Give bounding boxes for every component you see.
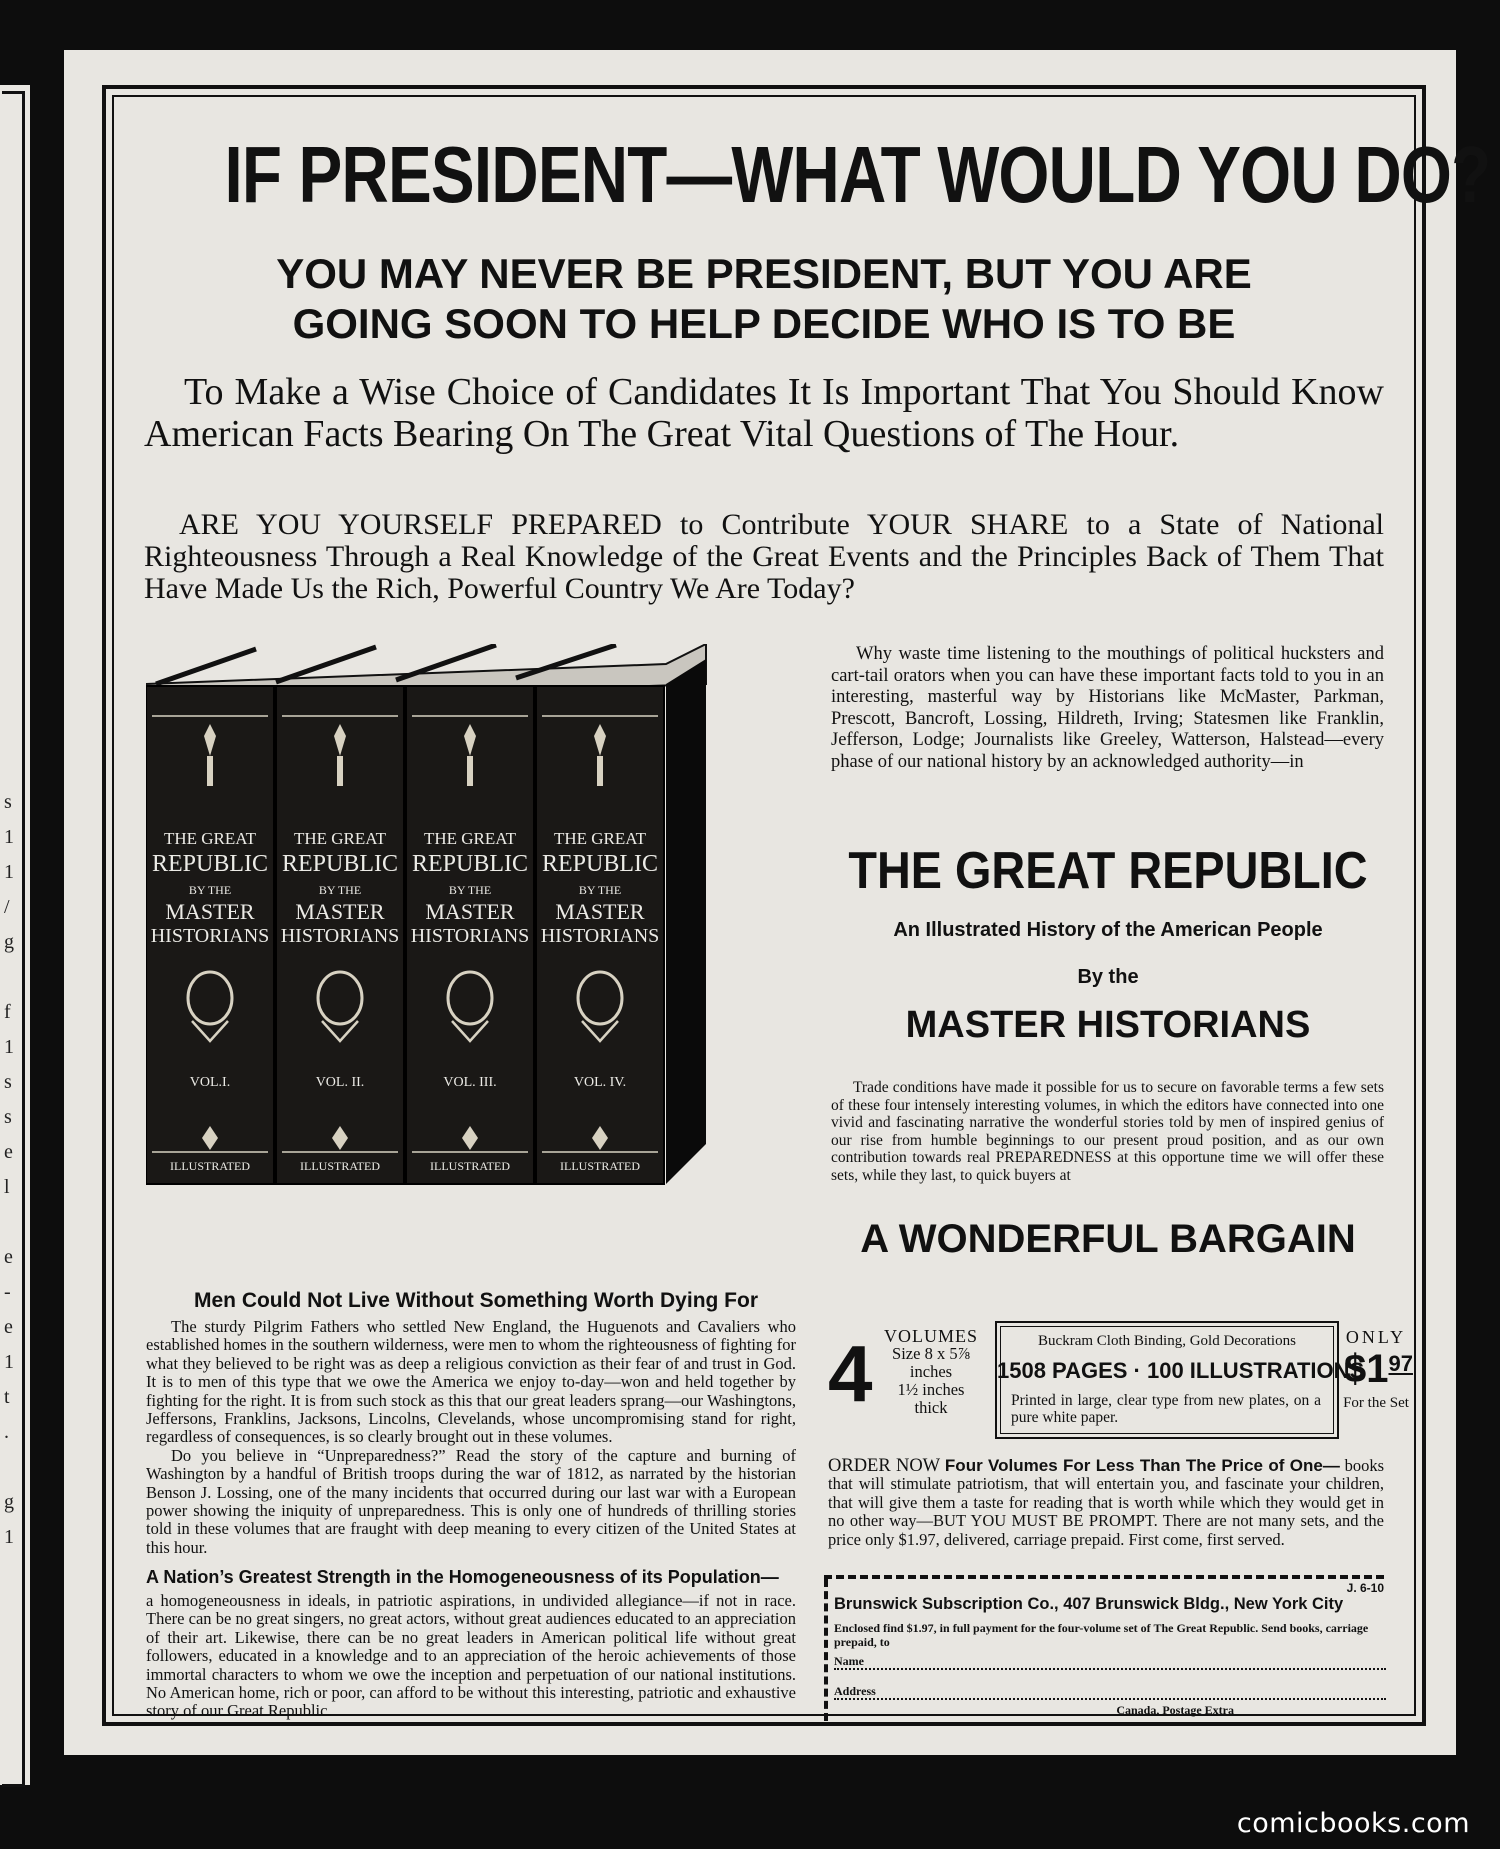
wise-choice-text: To Make a Wise Choice of Candidates It Is Important That You Should Know American Facts Bearing On The Great Vital Questions of The Hour.	[144, 371, 1384, 455]
spine-illustrated-label: ILLUSTRATED	[300, 1159, 380, 1173]
volume-count: 4	[828, 1329, 873, 1418]
spine-title-line: HISTORIANS	[410, 925, 530, 947]
book-spine	[146, 686, 274, 1184]
spine-title-line: REPUBLIC	[541, 851, 659, 877]
bargain-heading: A WONDERFUL BARGAIN	[860, 1217, 1356, 1261]
size-line-3: 1½ inches	[897, 1380, 965, 1399]
adjacent-text-fragment: 1	[4, 861, 14, 883]
volume-size-info	[881, 1327, 981, 1417]
adjacent-page-text	[4, 785, 14, 1555]
adjacent-text-fragment: s	[4, 791, 12, 813]
book-spine	[536, 686, 664, 1184]
adjacent-text-fragment: t	[4, 1386, 10, 1408]
adjacent-text-fragment: g	[4, 1491, 14, 1513]
book-spine	[406, 686, 534, 1184]
why-waste-text: Why waste time listening to the mouthings of political hucksters and cart-tail orators when you can have these important facts told to you in an interesting, masterful way by Historians like McMaster, Parkman, Prescott, Bancroft, Lossing, Hildreth, Irving; Statesmen like Franklin, Jefferson, Lodge; Journalists like Greeley, Watterson, Halstead—every phase of our national history by an acknowledged authority—in	[831, 644, 1384, 772]
coupon-address-field[interactable]	[834, 1684, 1386, 1700]
spine-title-line: MASTER	[295, 899, 385, 924]
men-section-body	[146, 1318, 796, 1557]
coupon-enclosed-text: Enclosed find $1.97, in full payment for the four-volume set of The Great Republic. Send books, carriage prepaid, to	[834, 1621, 1369, 1649]
adjacent-text-fragment: s	[4, 1071, 12, 1093]
spine-title-line: BY THE	[318, 883, 362, 897]
adjacent-page-edge	[0, 85, 30, 1785]
nation-section-heading: A Nation’s Greatest Strength in the Homogeneousness of its Population—	[146, 1567, 779, 1587]
spine-volume-label: VOL. III.	[443, 1075, 497, 1090]
men-paragraph-2: Do you believe in “Unpreparedness?” Read the story of the capture and burning of Washington by a handful of British troops during the war of 1812, as narrated by the historian Benson J. Lossing, one of the many incidents that occurred during our last war with a European power showing the iniquity of unpreparedness. This is only one of hundreds of thrilling stories told in these volumes that are fraught with deep meaning to every citizen of the United States at this hour.	[146, 1445, 796, 1557]
men-section-heading: Men Could Not Live Without Something Worth Dying For	[193, 1289, 759, 1312]
adjacent-text-fragment	[4, 960, 14, 995]
book-title: THE GREAT REPUBLIC	[848, 842, 1368, 900]
coupon-name-field[interactable]	[834, 1654, 1386, 1670]
adjacent-text-fragment	[4, 1450, 14, 1485]
book-side	[666, 659, 706, 1184]
spine-title-line: BY THE	[448, 883, 492, 897]
coupon-top-cut-line	[824, 1575, 1384, 1579]
size-line-4: thick	[914, 1398, 948, 1417]
price	[1344, 1347, 1413, 1392]
spine-title-line: HISTORIANS	[280, 925, 400, 947]
men-paragraph-1: The sturdy Pilgrim Fathers who settled New England, the Huguenots and Cavaliers who established homes in the southern wilderness, were men to whom the righteousness of fighting for what they believed to be right was as deep a religious conviction as their fear of and trust in God. It is to men of this type that we owe the America we enjoy to-day—won and held together by fighting for the right. It is from such stock as this that our great leaders sprang—our Washingtons, Jeffersons, Franklins, Jacksons, Lincolns, Clevelands, whose uncompromising stand for right, regardless of consequences, is so clearly brought out in these volumes.	[146, 1317, 796, 1447]
adjacent-text-fragment: -	[4, 1281, 11, 1303]
book-set-illustration	[146, 644, 796, 1284]
adjacent-text-fragment: s	[4, 1106, 12, 1128]
adjacent-text-fragment: 1	[4, 1036, 14, 1058]
adjacent-text-fragment: /	[4, 896, 10, 918]
adjacent-text-fragment: .	[4, 1421, 9, 1443]
spine-title-line: BY THE	[578, 883, 622, 897]
advertisement	[102, 85, 1491, 1726]
coupon-code: J. 6-10	[1346, 1581, 1384, 1595]
subheadline-line-1: YOU MAY NEVER BE PRESIDENT, BUT YOU ARE	[276, 250, 1252, 297]
adjacent-text-fragment: e	[4, 1246, 13, 1268]
binding-text: Buckram Cloth Binding, Gold Decorations	[1038, 1333, 1296, 1349]
name-field-label: Name	[834, 1654, 864, 1668]
adjacent-text-fragment: l	[4, 1176, 10, 1198]
canada-postage-note: Canada, Postage Extra	[1116, 1703, 1234, 1717]
for-the-set-label: For the Set	[1343, 1395, 1409, 1411]
spine-title-line: HISTORIANS	[150, 925, 270, 947]
address-field-label: Address	[834, 1684, 876, 1698]
size-line-2: inches	[909, 1362, 953, 1381]
price-dollars: $1	[1344, 1347, 1389, 1391]
headline: IF PRESIDENT—WHAT WOULD YOU DO?	[224, 130, 1491, 219]
adjacent-text-fragment: f	[4, 1001, 11, 1023]
adjacent-text-fragment: 1	[4, 1351, 14, 1373]
spine-title-line: HISTORIANS	[540, 925, 660, 947]
pages-illustrations: 1508 PAGES · 100 ILLUSTRATIONS	[997, 1358, 1365, 1383]
size-line-1: Size 8 x 5⅞	[892, 1344, 970, 1363]
spine-title-line: THE GREAT	[553, 829, 647, 848]
spine-illustrated-label: ILLUSTRATED	[560, 1159, 640, 1173]
coupon-firm-address: Brunswick Subscription Co., 407 Brunswick Bldg., New York City	[834, 1595, 1344, 1613]
spine-title-line: MASTER	[555, 899, 645, 924]
book-spine	[276, 686, 404, 1184]
subheadline	[106, 249, 1422, 349]
binding-info-box	[995, 1321, 1365, 1439]
price-cents: 97	[1388, 1351, 1413, 1376]
adjacent-text-fragment: e	[4, 1141, 13, 1163]
spine-title-line: THE GREAT	[423, 829, 517, 848]
spine-title-line: REPUBLIC	[281, 851, 399, 877]
nation-section-body: a homogeneousness in ideals, in patriotic aspirations, in undivided allegiance—if not in race. There can be no great singers, no great actors, without great audiences educated to an appreciation of their art. Likewise, there can be no great leaders in American political life without great followers, educated in a knowledge and to an appreciation of the heroic achievements of those immortal characters to whom we owe the inception and perpetuation of our national institutions. No American home, rich or poor, can afford to be without this interesting, patriotic and exhaustive story of our Great Republic.	[146, 1591, 796, 1721]
subheadline-line-2: GOING SOON TO HELP DECIDE WHO IS TO BE	[292, 300, 1236, 347]
coupon-left-cut-line	[824, 1579, 828, 1721]
spine-illustrated-label: ILLUSTRATED	[170, 1159, 250, 1173]
order-now-text	[828, 1457, 1384, 1549]
only-label: ONLY	[1345, 1327, 1407, 1347]
volumes-label: VOLUMES	[883, 1326, 978, 1346]
book-authors: MASTER HISTORIANS	[905, 1004, 1311, 1046]
spine-title-line: MASTER	[425, 899, 515, 924]
spine-illustrated-label: ILLUSTRATED	[430, 1159, 510, 1173]
book-subtitle: An Illustrated History of the American People	[893, 919, 1323, 941]
adjacent-text-fragment: e	[4, 1316, 13, 1338]
print-quality-text: Printed in large, clear type from new plates, on a pure white paper.	[1011, 1392, 1321, 1426]
book-by-line: By the	[1077, 966, 1139, 988]
spine-title-line: MASTER	[165, 899, 255, 924]
spine-title-line: BY THE	[188, 883, 232, 897]
spine-title-line: THE GREAT	[293, 829, 387, 848]
adjacent-text-fragment: 1	[4, 826, 14, 848]
spine-title-line: THE GREAT	[163, 829, 257, 848]
spine-title-line: REPUBLIC	[411, 851, 529, 877]
spine-volume-label: VOL.I.	[189, 1075, 231, 1090]
prepared-text: ARE YOU YOURSELF PREPARED to Contribute YOUR SHARE to a State of National Righteousness Through a Real Knowledge of the Great Events and the Principles Back of Them That Have Made Us the Rich, Powerful Country We Are Today?	[144, 508, 1384, 605]
spine-volume-label: VOL. IV.	[573, 1075, 627, 1090]
spine-volume-label: VOL. II.	[315, 1075, 365, 1090]
spine-title-line: REPUBLIC	[151, 851, 269, 877]
order-now-lead: ORDER NOW	[828, 1456, 941, 1476]
order-now-body: books that will stimulate patriotism, that will entertain you, and fascinate your children, that will give them a taste for reading that is worth while which they would get in no other way—BUT YOU MUST BE PROMPT. There are not many sets, and the price only $1.97, delivered, carriage prepaid. First come, first served.	[828, 1456, 1385, 1549]
adjacent-text-fragment: 1	[4, 1526, 14, 1548]
site-watermark: comicbooks.com	[1236, 1808, 1470, 1839]
order-now-bold: Four Volumes For Less Than The Price of One—	[944, 1456, 1340, 1475]
magazine-page	[64, 50, 1491, 1755]
trade-conditions-text: Trade conditions have made it possible for us to secure on favorable terms a few sets of these four intensely interesting volumes, in which the editors have connected into one vivid and fascinating narrative the wonderful stories told by men of inspired genius of our rise from humble beginnings to our present proud position, and as our own contribution towards real PREPAREDNESS at this opportune time we will offer these sets, while they last, to quick buyers at	[831, 1079, 1384, 1184]
adjacent-text-fragment	[4, 1205, 14, 1240]
adjacent-text-fragment: g	[4, 931, 14, 953]
